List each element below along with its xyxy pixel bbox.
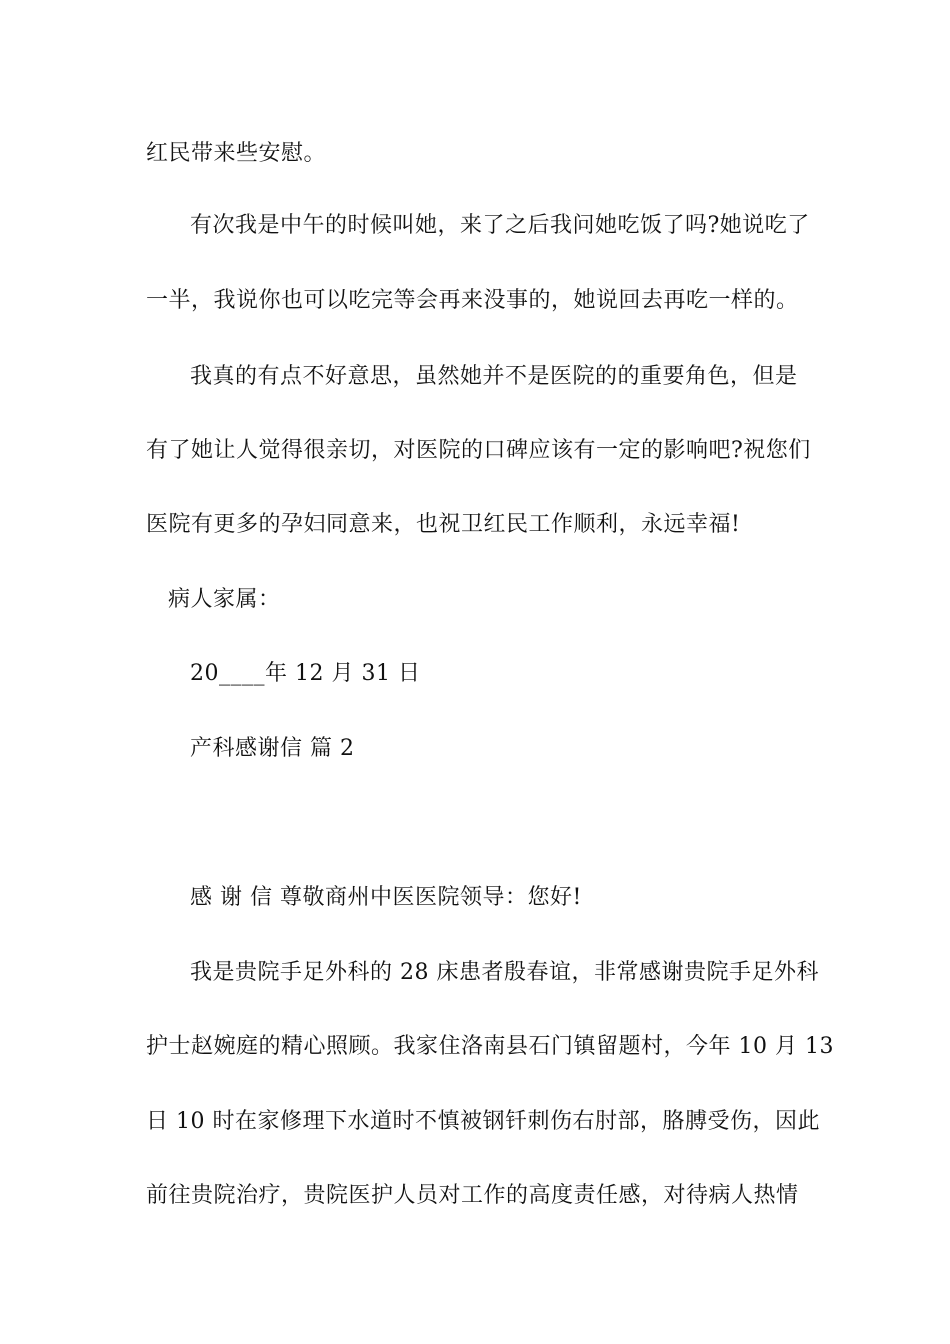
paragraph-line: 红民带来些安慰。 bbox=[146, 141, 327, 166]
paragraph-line: 日 10 时在家修理下水道时不慎被钢钎刺伤右肘部，胳膊受伤，因此 bbox=[146, 1109, 820, 1134]
paragraph-line: 有次我是中午的时候叫她，来了之后我问她吃饭了吗?她说吃了 bbox=[190, 213, 810, 238]
paragraph-line: 一半，我说你也可以吃完等会再来没事的，她说回去再吃一样的。 bbox=[146, 288, 799, 313]
section-heading: 产科感谢信 篇 2 bbox=[190, 736, 355, 761]
date-line: 20____年 12 月 31 日 bbox=[190, 661, 421, 686]
signature-label: 病人家属： bbox=[168, 587, 281, 612]
paragraph-line: 前往贵院治疗，贵院医护人员对工作的高度责任感，对待病人热情 bbox=[146, 1183, 799, 1208]
paragraph-line: 医院有更多的孕妇同意来，也祝卫红民工作顺利，永远幸福! bbox=[146, 512, 741, 537]
paragraph-line: 有了她让人觉得很亲切，对医院的口碑应该有一定的影响吧?祝您们 bbox=[146, 438, 811, 463]
paragraph-line: 我真的有点不好意思，虽然她并不是医院的的重要角色，但是 bbox=[190, 364, 798, 389]
letter-heading: 感 谢 信 尊敬商州中医医院领导：您好! bbox=[190, 885, 582, 910]
paragraph-line: 护士赵婉庭的精心照顾。我家住洛南县石门镇留题村，今年 10 月 13 bbox=[146, 1034, 834, 1059]
paragraph-line: 我是贵院手足外科的 28 床患者殷春谊，非常感谢贵院手足外科 bbox=[190, 960, 819, 985]
